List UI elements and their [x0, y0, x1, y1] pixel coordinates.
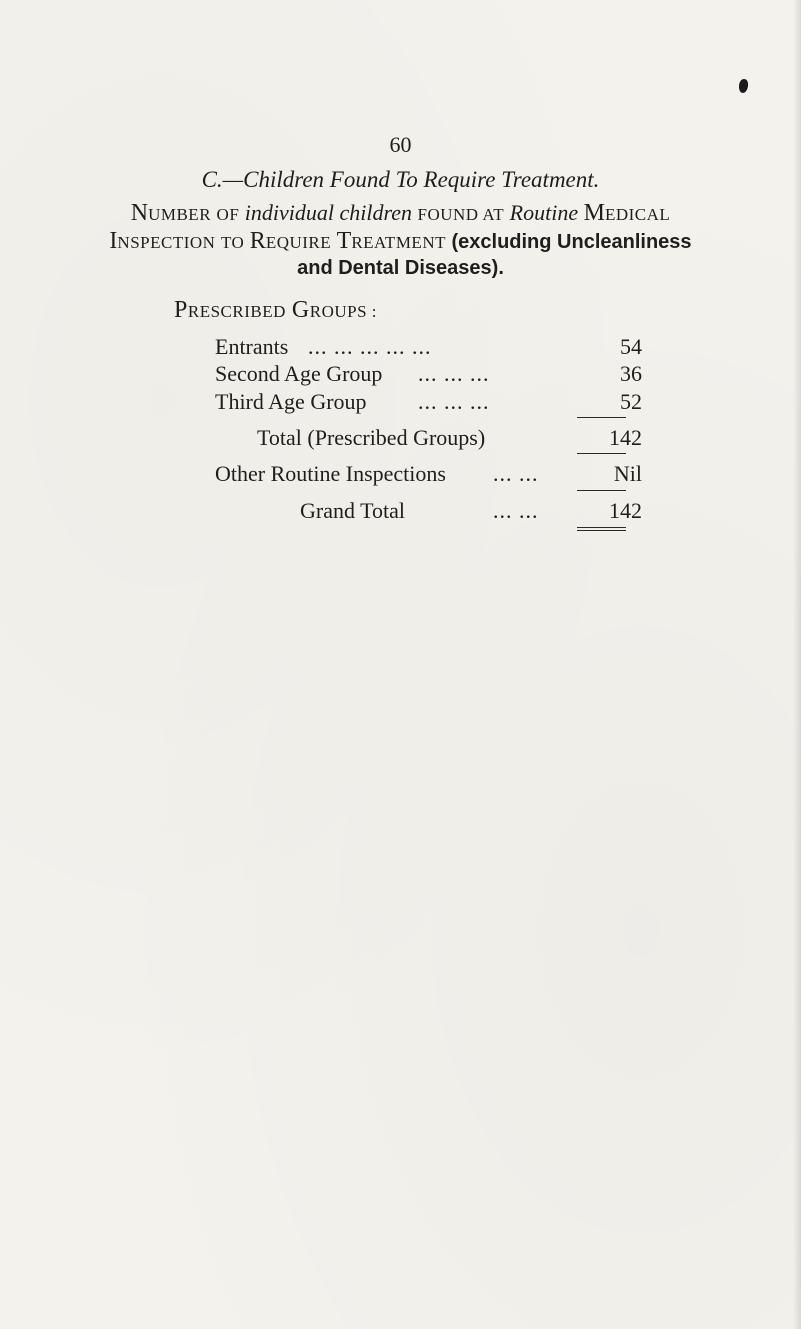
ink-blot — [738, 78, 749, 93]
heading-word: EQUIRE — [265, 233, 332, 252]
heading-word: REATMENT — [351, 233, 446, 252]
heading-line-2 — [0, 228, 801, 255]
heading-line-3 — [0, 254, 801, 280]
heading-line-1 — [0, 200, 801, 227]
heading-dental: and Dental Diseases). — [297, 257, 504, 279]
heading-word: EDICAL — [604, 205, 671, 224]
row-value: 52 — [620, 389, 642, 414]
sum-rule-double — [577, 530, 626, 531]
prescribed-groups-label: PRESCRIBED GROUPS : — [174, 297, 378, 323]
heading-excluding: (excluding Uncleanliness — [451, 231, 692, 253]
heading-word: individual children — [244, 200, 412, 225]
heading-word: N — [130, 200, 149, 226]
section-title: C.—Children Found To Require Treatment. — [201, 167, 600, 192]
heading-word: FOUND AT — [417, 205, 505, 224]
sum-rule — [577, 527, 626, 528]
row-value: 36 — [620, 361, 642, 386]
row-value: 54 — [620, 334, 642, 359]
row-label: Third Age Group — [215, 389, 367, 414]
leader-dots: ... ... — [493, 498, 539, 523]
row-value: Nil — [613, 461, 642, 486]
leader-dots: ... ... ... ... ... — [308, 334, 432, 359]
row-label: Entrants — [215, 334, 289, 359]
sum-rule — [577, 490, 626, 491]
row-value: 142 — [609, 425, 642, 450]
leader-dots: ... ... ... — [418, 361, 490, 386]
leader-dots: ... ... ... — [418, 389, 490, 414]
heading-word: I — [109, 228, 118, 254]
row-label: Grand Total — [300, 498, 405, 523]
leader-dots: ... ... — [493, 461, 539, 486]
heading-word: UMBER — [148, 205, 212, 224]
heading-word: TO — [220, 233, 245, 252]
page-number: 60 — [389, 132, 412, 157]
row-label: Total (Prescribed Groups) — [257, 425, 486, 450]
row-value: 142 — [609, 498, 642, 523]
sum-rule — [577, 417, 626, 418]
heading-word: Routine — [509, 200, 579, 225]
heading-word: NSPECTION — [117, 233, 216, 252]
sum-rule — [577, 453, 626, 454]
heading-word: M — [583, 200, 605, 226]
heading-word: T — [336, 228, 352, 254]
row-label: Other Routine Inspections — [215, 461, 446, 486]
row-label: Second Age Group — [215, 361, 383, 386]
heading-word: OF — [216, 205, 240, 224]
heading-word: R — [249, 228, 266, 254]
